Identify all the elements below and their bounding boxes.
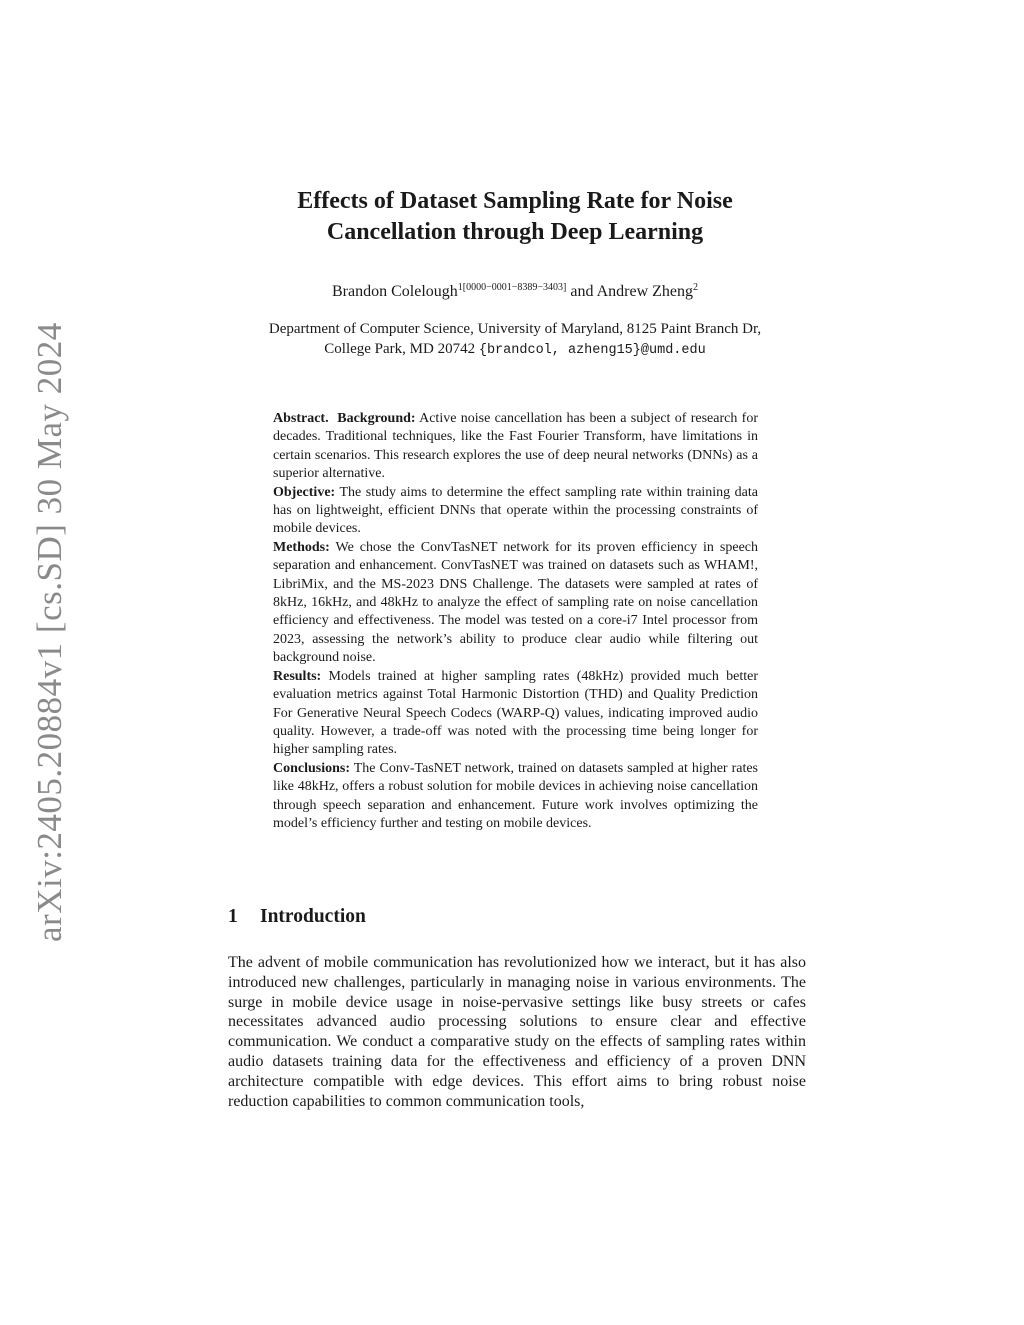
paper-title — [200, 186, 830, 248]
background-text: Active noise cancellation has been a subject of research for decades. Traditional techniques, like the Fast Fourier Transform, have limitations in certain scenarios. This research explores the use of deep neural networks (DNNs) as a superior alternative. — [273, 411, 758, 482]
arxiv-side-identifier: arXiv:2405.20884v1 [cs.SD] 30 May 2024 — [30, 322, 69, 942]
section-number: 1 — [228, 906, 238, 927]
abstract-label: Abstract. — [273, 411, 329, 426]
abstract — [273, 410, 758, 833]
conclusions-text: The Conv-TasNET network, trained on datasets sampled at higher rates like 48kHz, offers a robust solution for mobile devices in achieving noise cancellation through speech separation and enhancement. Future work involves optimizing the model’s efficiency further and testing on mobile devices. — [273, 760, 758, 831]
affiliation-line-1: Department of Computer Science, University of Maryland, 8125 Paint Branch Dr, — [268, 321, 762, 337]
results-label: Results: — [273, 668, 322, 684]
affiliation — [200, 319, 830, 361]
objective-text: The study aims to determine the effect sampling rate within training data has on lightweight, efficient DNNs that operate within the processing constraints of mobile devices. — [273, 484, 758, 537]
author-emails: {brandcol, azheng15}@umd.edu — [478, 343, 706, 358]
author-conjunction: and — [566, 283, 597, 300]
title-line-1: Effects of Dataset Sampling Rate for Noise — [297, 188, 733, 214]
objective-label: Objective: — [273, 484, 336, 500]
section-title: Introduction — [260, 906, 366, 927]
methods-label: Methods: — [273, 539, 330, 555]
title-line-2: Cancellation through Deep Learning — [326, 219, 704, 245]
abstract-objective — [273, 484, 758, 539]
abstract-results — [273, 668, 758, 760]
intro-paragraph: The advent of mobile communication has revolutionized how we interact, but it has also introduced new challenges, particularly in managing noise in various environments. The surge in mobile device usage in noise-pervasive settings like busy streets or cafes necessitates advanced audio processing solutions to ensure clear and effective communication. We conduct a comparative study on the effects of sampling rates within audio datasets training data for the effectiveness and efficiency of a proven DNN architecture compatible with edge devices. This effort aims to bring robust noise reduction capabilities to common communication tools, — [228, 954, 806, 1110]
affiliation-line-2: College Park, MD 20742 — [324, 341, 479, 357]
results-text: Models trained at higher sampling rates (48kHz) provided much better evaluation metrics against Total Harmonic Distortion (THD) and Quality Prediction For Generative Neural Speech Codecs (WARP-Q) values, indicating improved audio quality. However, a trade-off was noted with the processing time being longer for higher sampling rates. — [273, 668, 758, 758]
author-1-orcid: 1[0000−0001−8389−3403] — [457, 282, 567, 293]
methods-text: We chose the ConvTasNET network for its proven efficiency in speech separation and enhancement. ConvTasNET was trained on datasets such as WHAM!, LibriMix, and the MS-2023 DNS Challenge. The datasets were sampled at rates of 8kHz, 16kHz, and 48kHz to analyze the effect of sampling rate on noise cancellation efficiency and effectiveness. The model was tested on a core-i7 Intel processor from 2023, assessing the network’s ability to produce clear audio while filtering out background noise. — [273, 539, 758, 666]
author-2-name: Andrew Zheng — [596, 283, 693, 300]
abstract-conclusions — [273, 760, 758, 834]
conclusions-label: Conclusions: — [273, 760, 351, 776]
background-label: Background: — [337, 411, 416, 426]
author-2-affil-mark: 2 — [693, 282, 698, 293]
abstract-background — [273, 410, 758, 484]
abstract-methods — [273, 539, 758, 668]
author-line — [200, 283, 830, 301]
author-1-name: Brandon Colelough — [332, 283, 458, 300]
section-heading-introduction — [228, 906, 366, 928]
